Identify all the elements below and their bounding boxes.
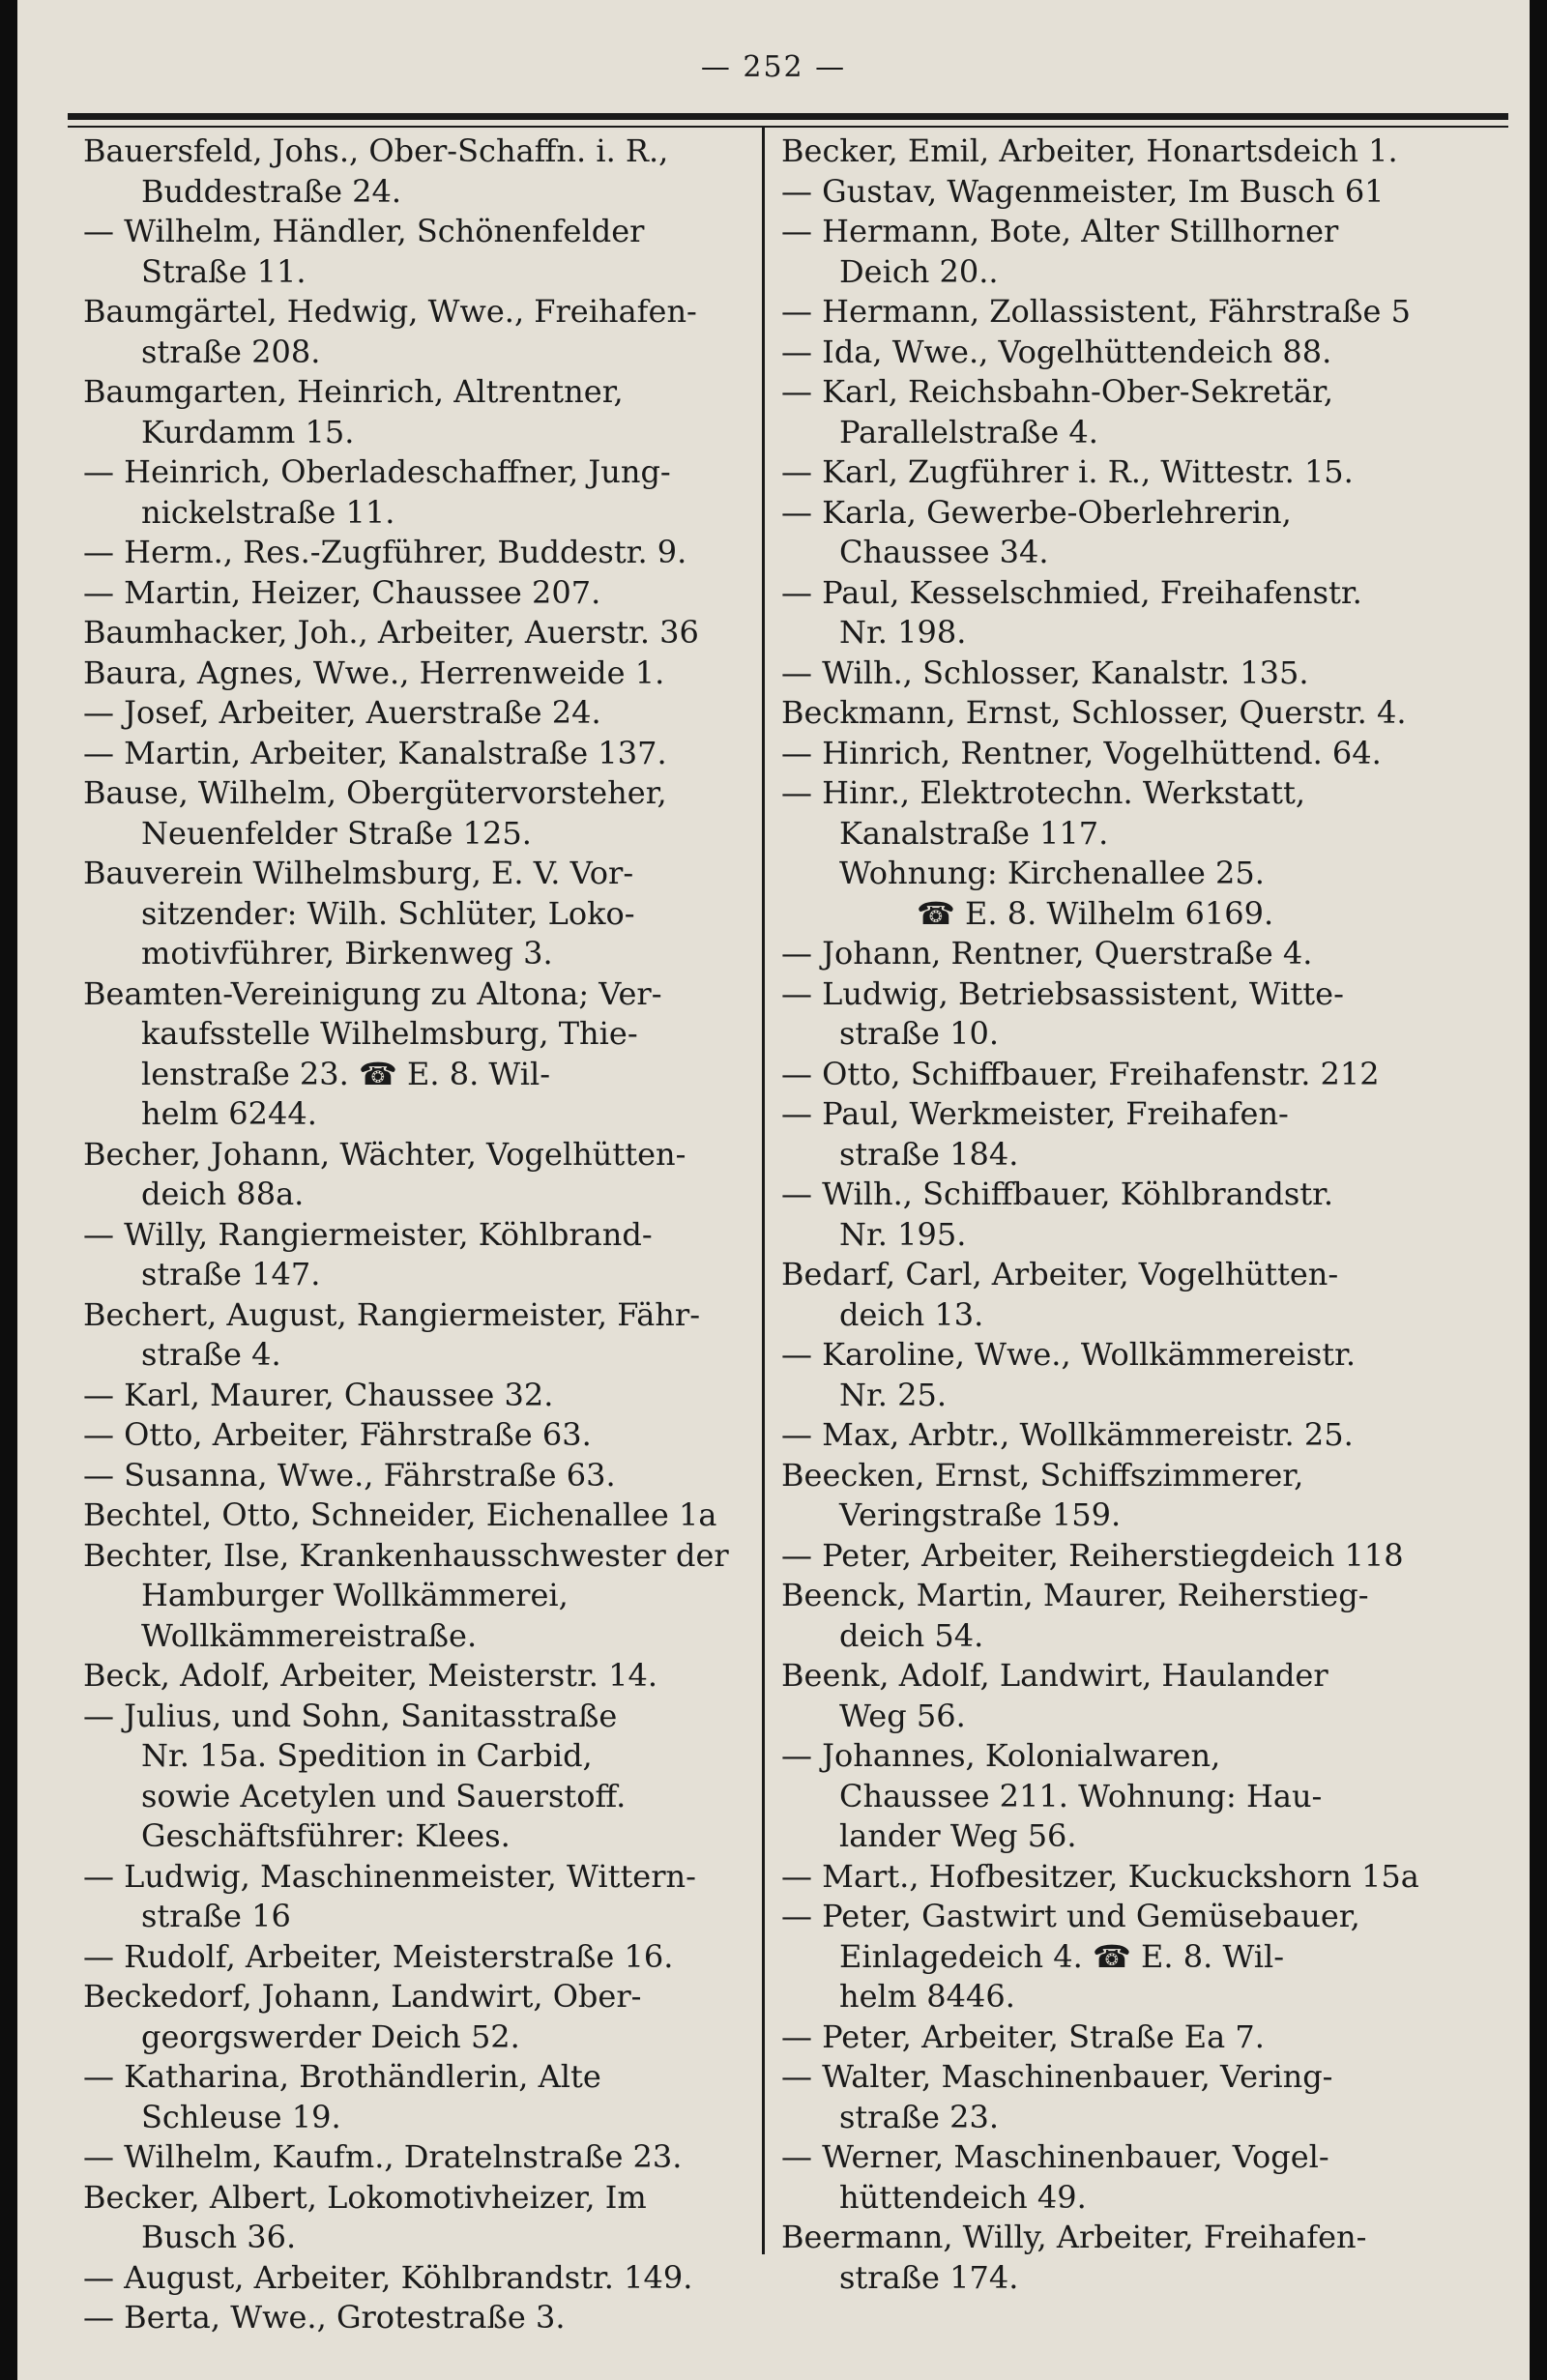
column-divider [762,128,765,2254]
directory-entry-line: — Josef, Arbeiter, Auerstraße 24. [83,694,601,731]
directory-entry-line: — August, Arbeiter, Köhlbrandstr. 149. [83,2258,693,2296]
directory-entry-line: Chaussee 211. Wohnung: Hau- [839,1777,1323,1814]
directory-entry-line: kaufsstelle Wilhelmsburg, Thie- [141,1015,638,1052]
directory-entry-line: Geschäftsführer: Klees. [141,1817,511,1854]
directory-entry-line: Beecken, Ernst, Schiffszimmerer, [781,1456,1304,1494]
directory-entry-line: — Julius, und Sohn, Sanitasstraße [83,1697,618,1734]
directory-entry-line: Baumgarten, Heinrich, Altrentner, [83,373,624,410]
header-rule-thick [68,113,1508,120]
directory-entry-line: Deich 20.. [839,252,999,290]
directory-entry-line: — Karl, Zugführer i. R., Wittestr. 15. [781,453,1354,490]
directory-entry-line: — Peter, Arbeiter, Reiherstiegdeich 118 [781,1536,1404,1574]
directory-entry-line: Kurdamm 15. [141,413,355,450]
directory-entry-line: Beenk, Adolf, Landwirt, Haulander [781,1657,1328,1694]
directory-entry-line: Nr. 198. [839,614,967,651]
directory-entry-line: — Katharina, Brothändlerin, Alte [83,2058,601,2095]
directory-entry-line: Beck, Adolf, Arbeiter, Meisterstr. 14. [83,1657,657,1694]
right-column [781,131,1508,2298]
header-rule-thin [68,126,1508,128]
directory-entry-line: — Karoline, Wwe., Wollkämmereistr. [781,1336,1357,1373]
directory-entry-line: Beckmann, Ernst, Schlosser, Querstr. 4. [781,694,1407,731]
directory-entry-line: Becker, Emil, Arbeiter, Honartsdeich 1. [781,132,1398,169]
directory-entry-line: — Wilh., Schiffbauer, Köhlbrandstr. [781,1175,1334,1212]
directory-entry-line: Hamburger Wollkämmerei, [141,1577,569,1613]
directory-entry-line: — Wilh., Schlosser, Kanalstr. 135. [781,653,1309,691]
directory-entry-line: — Willy, Rangiermeister, Köhlbrand- [83,1215,653,1253]
directory-entry-line: ☎ E. 8. Wilhelm 6169. [917,894,1274,932]
directory-entry-line: Beckedorf, Johann, Landwirt, Ober- [83,1978,642,2015]
directory-entry-line: — Hinr., Elektrotechn. Werkstatt, [781,774,1305,811]
directory-entry-line: — Johannes, Kolonialwaren, [781,1737,1221,1774]
directory-entry-line: — Otto, Arbeiter, Fährstraße 63. [83,1416,592,1453]
directory-entry-line: straße 10. [839,1015,1000,1052]
directory-entry-line: — Berta, Wwe., Grotestraße 3. [83,2299,566,2336]
directory-entry-line: — Hermann, Zollassistent, Fährstraße 5 [781,293,1411,330]
directory-entry-line: straße 23. [839,2098,1000,2135]
directory-entry-line: Wohnung: Kirchenallee 25. [839,855,1265,891]
directory-entry-line: georgswerder Deich 52. [141,2017,520,2055]
directory-entry-line: sowie Acetylen und Sauerstoff. [141,1777,627,1814]
directory-entry-line: Bauverein Wilhelmsburg, E. V. Vor- [83,855,634,891]
directory-entry-line: — Hermann, Bote, Alter Stillhorner [781,213,1339,249]
directory-entry-line: Wollkämmereistraße. [141,1616,478,1654]
directory-entry-line: — Max, Arbtr., Wollkämmereistr. 25. [781,1416,1354,1453]
directory-entry-line: — Mart., Hofbesitzer, Kuckuckshorn 15a [781,1857,1419,1895]
directory-entry-line: straße 174. [839,2258,1019,2296]
directory-entry-line: Nr. 195. [839,1215,967,1253]
directory-entry-line: Nr. 15a. Spedition in Carbid, [141,1737,593,1774]
directory-entry-line: Busch 36. [141,2219,297,2255]
left-column [83,131,750,2338]
directory-entry-line: — Wilhelm, Kaufm., Dratelnstraße 23. [83,2138,683,2175]
directory-entry-line: — Rudolf, Arbeiter, Meisterstraße 16. [83,1937,674,1975]
directory-entry-line: straße 208. [141,333,321,370]
directory-entry-line: Nr. 25. [839,1376,948,1413]
directory-entry-line: — Peter, Gastwirt und Gemüsebauer, [781,1898,1360,1934]
directory-entry-line: — Werner, Maschinenbauer, Vogel- [781,2138,1329,2175]
directory-entry-line: straße 16 [141,1898,291,1934]
directory-entry-line: Bechter, Ilse, Krankenhausschwester der [83,1536,729,1574]
directory-entry-line: — Martin, Arbeiter, Kanalstraße 137. [83,734,667,771]
directory-entry-line: Neuenfelder Straße 125. [141,814,532,852]
directory-entry-line: — Wilhelm, Händler, Schönenfelder [83,213,645,249]
directory-entry-line: — Susanna, Wwe., Fährstraße 63. [83,1456,616,1494]
directory-entry-line: helm 8446. [839,1978,1015,2015]
directory-entry-line: lenstraße 23. ☎ E. 8. Wil- [141,1055,551,1092]
directory-page [17,0,1530,2380]
page-number: — 252 — [700,50,847,84]
directory-entry-line: — Karla, Gewerbe-Oberlehrerin, [781,493,1292,531]
directory-entry-line: Weg 56. [839,1697,966,1734]
directory-entry-line: Bechtel, Otto, Schneider, Eichenallee 1a [83,1496,717,1533]
directory-entry-line: — Ida, Wwe., Vogelhüttendeich 88. [781,333,1332,370]
directory-entry-line: — Paul, Kesselschmied, Freihafenstr. [781,573,1362,611]
directory-entry-line: — Heinrich, Oberladeschaffner, Jung- [83,453,671,490]
directory-entry-line: Becker, Albert, Lokomotivheizer, Im [83,2178,647,2216]
directory-entry-line: straße 147. [141,1256,321,1292]
directory-entry-line: Baumgärtel, Hedwig, Wwe., Freihafen- [83,293,697,330]
directory-entry-line: — Gustav, Wagenmeister, Im Busch 61 [781,172,1385,210]
directory-entry-line: — Herm., Res.-Zugführer, Buddestr. 9. [83,534,687,570]
directory-entry-line: Bause, Wilhelm, Obergütervorsteher, [83,774,667,811]
directory-entry-line: deich 88a. [141,1175,305,1212]
directory-entry-line: Einlagedeich 4. ☎ E. 8. Wil- [839,1937,1285,1975]
directory-entry-line: Schleuse 19. [141,2098,341,2135]
directory-entry-line: — Paul, Werkmeister, Freihafen- [781,1095,1289,1132]
directory-entry-line: — Karl, Maurer, Chaussee 32. [83,1376,554,1413]
directory-entry-line: Bedarf, Carl, Arbeiter, Vogelhütten- [781,1256,1339,1292]
directory-entry-line: — Otto, Schiffbauer, Freihafenstr. 212 [781,1055,1380,1092]
directory-entry-line: Baura, Agnes, Wwe., Herrenweide 1. [83,653,665,691]
directory-entry-line: — Walter, Maschinenbauer, Vering- [781,2058,1333,2095]
directory-entry-line: — Ludwig, Maschinenmeister, Wittern- [83,1857,696,1895]
directory-entry-line: — Peter, Arbeiter, Straße Ea 7. [781,2017,1265,2055]
directory-entry-line: straße 184. [839,1135,1019,1173]
directory-entry-line: hüttendeich 49. [839,2178,1087,2216]
directory-entry-line: — Martin, Heizer, Chaussee 207. [83,573,601,611]
directory-entry-line: straße 4. [141,1336,281,1373]
directory-entry-line: — Ludwig, Betriebsassistent, Witte- [781,974,1344,1012]
directory-entry-line: Beermann, Willy, Arbeiter, Freihafen- [781,2219,1367,2255]
directory-entry-line: Buddestraße 24. [141,172,402,210]
directory-entry-line: sitzender: Wilh. Schlüter, Loko- [141,894,635,932]
directory-entry-line: helm 6244. [141,1095,317,1132]
directory-entry-line: — Hinrich, Rentner, Vogelhüttend. 64. [781,734,1382,771]
directory-entry-line: Veringstraße 159. [839,1496,1122,1533]
directory-entry-line: Baumhacker, Joh., Arbeiter, Auerstr. 36 [83,614,699,651]
directory-entry-line: Parallelstraße 4. [839,413,1098,450]
directory-entry-line: Bechert, August, Rangiermeister, Fähr- [83,1295,701,1333]
directory-entry-line: Chaussee 34. [839,534,1049,570]
directory-entry-line: — Johann, Rentner, Querstraße 4. [781,935,1313,972]
directory-entry-line: deich 54. [839,1616,984,1654]
directory-entry-line: — Karl, Reichsbahn-Ober-Sekretär, [781,373,1333,410]
directory-entry-line: Becher, Johann, Wächter, Vogelhütten- [83,1135,686,1173]
directory-entry-line: Beamten-Vereinigung zu Altona; Ver- [83,974,662,1012]
directory-entry-line: Straße 11. [141,252,306,290]
directory-entry-line: nickelstraße 11. [141,493,395,531]
directory-entry-line: lander Weg 56. [839,1817,1077,1854]
directory-entry-line: Beenck, Martin, Maurer, Reiherstieg- [781,1577,1369,1613]
directory-entry-line: deich 13. [839,1295,984,1333]
directory-entry-line: motivführer, Birkenweg 3. [141,935,553,972]
directory-entry-line: Bauersfeld, Johs., Ober-Schaffn. i. R., [83,132,669,169]
directory-entry-line: Kanalstraße 117. [839,814,1109,852]
